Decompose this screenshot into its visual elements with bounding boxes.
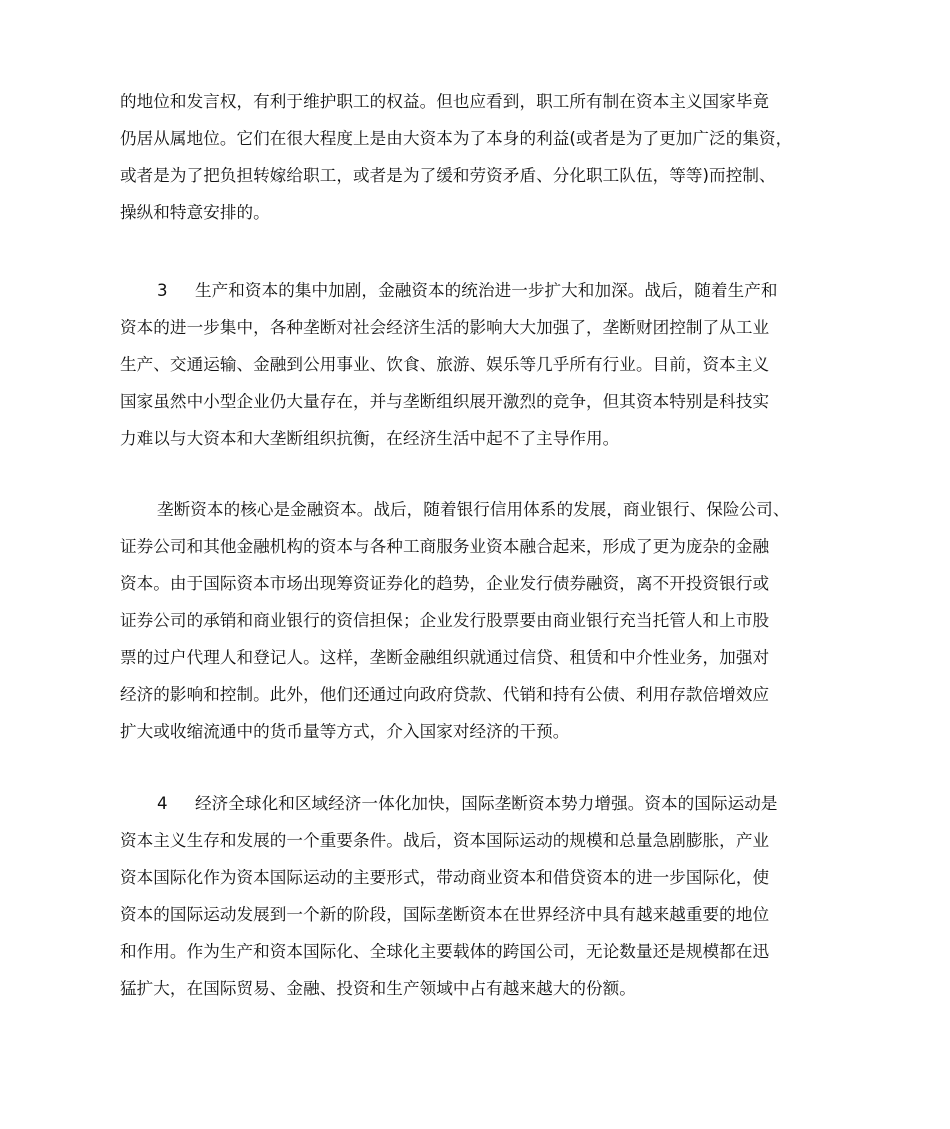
section-number: 3 [157, 281, 168, 300]
text-line: 经济的影响和控制。此外，他们还通过向政府贷款、代销和持有公债、利用存款倍增效应 [120, 685, 770, 704]
text-line: 垄断资本的核心是金融资本。战后，随着银行信用体系的发展，商业银行、保险公司、 [157, 500, 790, 519]
text-line: 和作用。作为生产和资本国际化、全球化主要载体的跨国公司，无论数量还是规模都在迅 [120, 942, 770, 961]
section-number: 4 [157, 794, 168, 813]
text-line: 仍居从属地位。它们在很大程度上是由大资本为了本身的利益(或者是为了更加广泛的集资， [120, 129, 793, 148]
text-line: 证券公司和其他金融机构的资本与各种工商服务业资本融合起来，形成了更为庞杂的金融 [120, 537, 770, 556]
text-line: 的地位和发言权，有利于维护职工的权益。但也应看到，职工所有制在资本主义国家毕竟 [120, 92, 770, 111]
text-line: 资本主义生存和发展的一个重要条件。战后，资本国际运动的规模和总量急剧膨胀，产业 [120, 831, 770, 850]
text-line: 票的过户代理人和登记人。这样，垄断金融组织就通过信贷、租赁和中介性业务，加强对 [120, 648, 770, 667]
text-line: 资本国际化作为资本国际运动的主要形式，带动商业资本和借贷资本的进一步国际化，使 [120, 868, 770, 887]
text-line: 扩大或收缩流通中的货币量等方式，介入国家对经济的干预。 [120, 722, 570, 741]
text-line: 生产、交通运输、金融到公用事业、饮食、旅游、娱乐等几乎所有行业。目前，资本主义 [120, 355, 770, 374]
text-line: 猛扩大，在国际贸易、金融、投资和生产领域中占有越来越大的份额。 [120, 979, 636, 998]
section-heading-line [157, 794, 778, 814]
text-line: 国家虽然中小型企业仍大量存在，并与垄断组织展开激烈的竞争，但其资本特别是科技实 [120, 392, 770, 411]
text-line: 资本。由于国际资本市场出现筹资证券化的趋势，企业发行债券融资，离不开投资银行或 [120, 574, 770, 593]
text-line: 力难以与大资本和大垄断组织抗衡，在经济生活中起不了主导作用。 [120, 429, 620, 448]
text-line: 或者是为了把负担转嫁给职工，或者是为了缓和劳资矛盾、分化职工队伍，等等)而控制、 [120, 166, 776, 185]
text-line: 经济全球化和区域经济一体化加快，国际垄断资本势力增强。资本的国际运动是 [195, 794, 778, 813]
section-heading-line [157, 281, 778, 301]
text-line: 资本的进一步集中，各种垄断对社会经济生活的影响大大加强了，垄断财团控制了从工业 [120, 318, 770, 337]
text-line: 资本的国际运动发展到一个新的阶段，国际垄断资本在世界经济中具有越来越重要的地位 [120, 905, 770, 924]
text-line: 生产和资本的集中加剧，金融资本的统治进一步扩大和加深。战后，随着生产和 [195, 281, 778, 300]
text-line: 证券公司的承销和商业银行的资信担保；企业发行股票要由商业银行充当托管人和上市股 [120, 611, 770, 630]
text-line: 操纵和特意安排的。 [120, 203, 270, 222]
